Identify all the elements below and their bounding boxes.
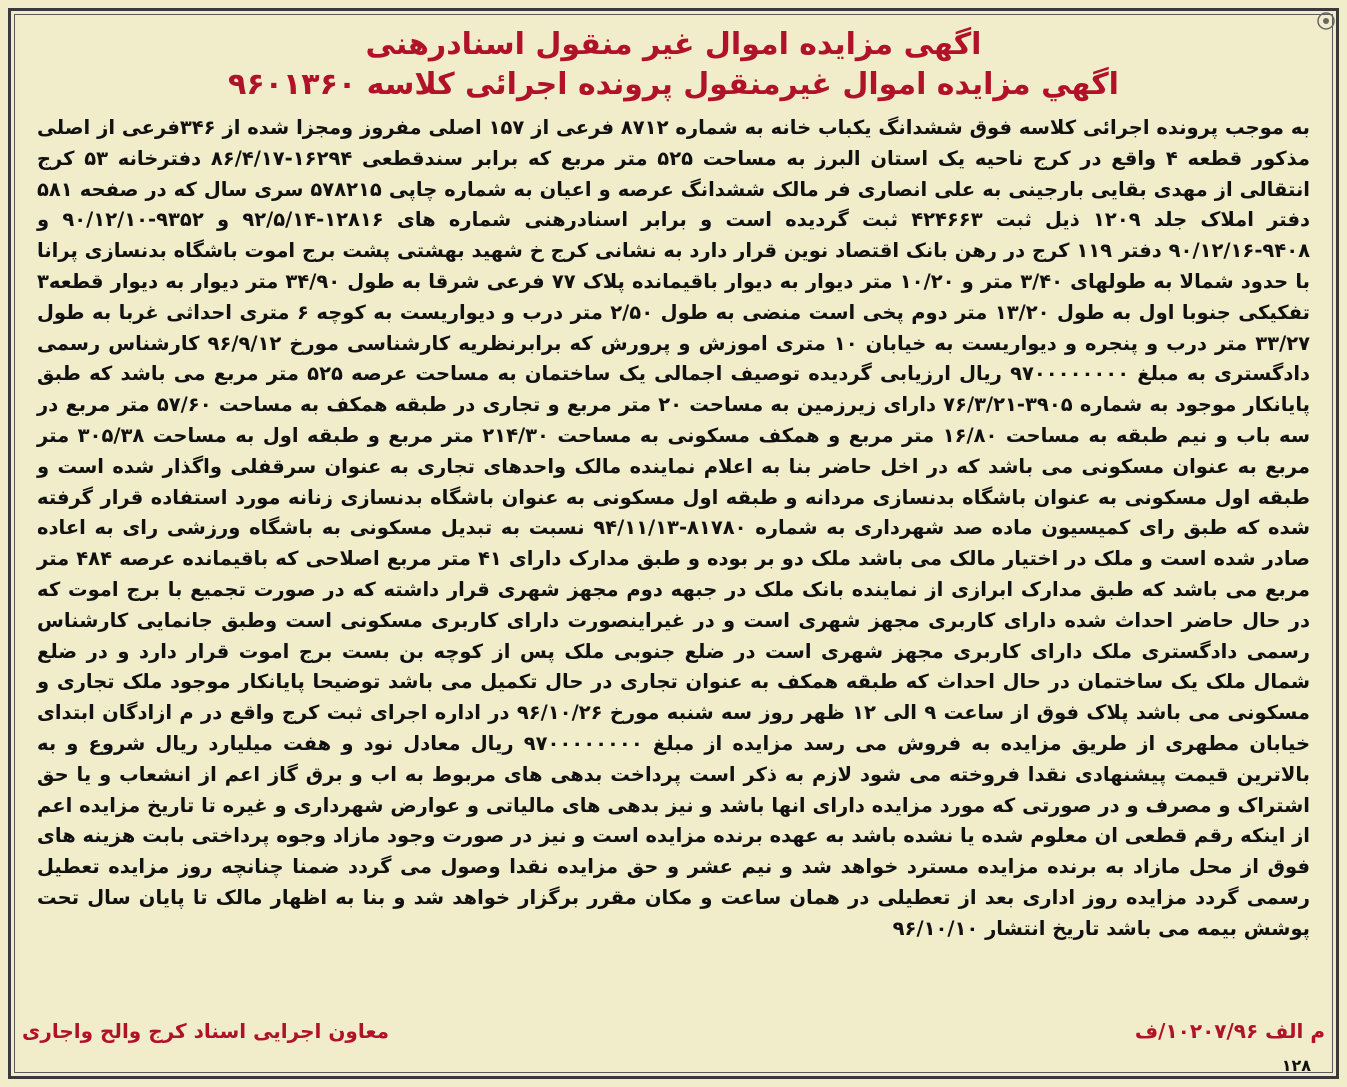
notice-title-secondary: اگهي مزايده اموال غيرمنقول پرونده اجرائی کلاسه ۹۶۰۱۳۶۰ (228, 67, 1119, 102)
notice-body: به موجب پرونده اجرائی کلاسه فوق ششدانگ یکباب خانه به شماره ۸۷۱۲ فرعی از ۱۵۷ اصلی مفروز ومجزا شده از ۳۴۶فرعی از اصلی مذکور قطعه ۴ واقع در کرج ناحیه یک استان البرز به مساحت ۵۲۵ متر مربع که برابر سندقطعی ۱۶۲۹۴-۸۶/۴/۱۷ دفترخانه ۵۳ کرج انتقالی از مهدی بقایی بارجینی به علی انصاری فر مالک ششدانگ عرصه و اعیان به شماره چاپی ۵۷۸۲۱۵ سری سال که در صفحه ۵۸۱ دفتر املاک جلد ۱۲۰۹ ذیل ثبت ۴۲۴۶۶۳ ثبت گردیده است و برابر اسنادرهنی شماره های ۱۲۸۱۶-۹۲/۵/۱۴ و ۹۳۵۲-۹۰/۱۲/۱۰ و ۹۴۰۸-۹۰/۱۲/۱۶ دفتر ۱۱۹ کرج در رهن بانک اقتصاد نوین قرار دارد به نشانی کرج خ شهید بهشتی پشت برج اموت باشگاه بدنسازی پرانا با حدود شمالا به طولهای ۳/۴۰ متر و ۱۰/۲۰ متر دیوار به دیوار باقیمانده پلاک ۷۷ فرعی شرقا به طول ۳۴/۹۰ متر دیوار به دیوار قطعه۳ تفکیکی جنوبا اول به طول ۱۳/۲۰ متر دوم پخی است منضی به طول ۲/۵۰ متر درب و دیواریست به کوچه ۶ متری احداثی غربا به طول ۳۳/۲۷ متر درب و پنجره و دیواریست به خیابان ۱۰ متری اموزش و پرورش که برابرنظریه کارشناسی مورخ ۹۶/۹/۱۲ کارشناس رسمی دادگستری به مبلغ ۹۷۰۰۰۰۰۰۰۰ ریال ارزیابی گردیده توصیف اجمالی یک ساختمان به مساحت عرصه ۵۲۵ متر مربع می باشد که طبق پایانکار موجود به شماره ۳۹۰۵-۷۶/۳/۲۱ دارای زیرزمین به مساحت ۲۰ متر مربع و تجاری در طبقه همکف به مساحت ۵۷/۶۰ متر مربع در سه باب و نیم طبقه به مساحت ۱۶/۸۰ متر مربع و همکف مسکونی به مساحت ۲۱۴/۳۰ متر مربع و طبقه اول به مساحت ۳۰۵/۳۸ متر مربع به عنوان مسکونی می باشد که در اخل حاضر بنا به اعلام نماینده مالک واحدهای تجاری به عنوان سرقفلی واگذار شده است و طبقه اول مسکونی به عنوان باشگاه بدنسازی مردانه و طبقه اول مسکونی به عنوان باشگاه بدنسازی زنانه مورد استفاده قرار گرفته شده که طبق رای کمیسیون ماده صد شهرداری به شماره ۸۱۷۸۰-۹۴/۱۱/۱۳ نسبت به تبدیل مسکونی به باشگاه ورزشی رای به اعاده صادر شده است و ملک در اختیار مالک می باشد ملک دو بر بوده و طبق مدارک دارای ۴۱ متر مربع اصلاحی که باقیمانده عرصه ۴۸۴ متر مربع می باشد که طبق مدارک ابرازی از نماینده بانک ملک در جبهه دوم مجهز شهری قرار داشته که در صورت تجمیع با برج اموت که در حال حاضر احداث شده دارای کاربری مجهز شهری است و در غیراینصورت دارای کاربری مسکونی است وطبق جانمایی کارشناس رسمی دادگستری ملک دارای کاربری مجهز شهری است در ضلع جنوبی ملک پس از کوچه بن بست برج اموت قرار دارد و در ضلع شمال ملک یک ساختمان در حال احداث که طبقه همکف به عنوان تجاری در حال تکمیل می باشد توضیحا پایانکار موجود ملک تجاری و مسکونی می باشد پلاک فوق از ساعت ۹ الی ۱۲ ظهر روز سه شنبه مورخ ۹۶/۱۰/۲۶ در اداره اجرای ثبت کرج واقع در م ازادگان ابتدای خیابان مطهری از طریق مزایده به فروش می رسد مزایده از مبلغ ۹۷۰۰۰۰۰۰۰۰ ریال معادل نود و هفت میلیارد ریال شروع و به بالاترین قیمت پیشنهادی نقدا فروخته می شود لازم به ذکر است پرداخت بدهی های مربوط به اب و برق گاز اعم از انشعاب و یا حق اشتراک و مصرف و در صورتی که مورد مزایده دارای انها باشد و نیز بدهی های مالیاتی و عوارض شهرداری و غیره تا تاریخ مزایده اعم از اینکه رقم قطعی ان معلوم شده یا نشده باشد به عهده برنده مزایده است و نیز در صورت وجود مازاد وجوه پرداختی بابت هزینه های فوق از محل مازاد به برنده مزایده مسترد خواهد شد و نیم عشر و حق مزایده نقدا وصول می گردد ضمنا چنانچه روز مزایده تعطیل رسمی گردد مزایده روز اداری بعد از تعطیلی در همان ساعت و مکان مقرر برگزار خواهد شد و بنا به اظهار مالک تا پایان سال تحت پوشش بیمه می باشد تاریخ انتشار ۹۶/۱۰/۱۰ (37, 116, 1311, 940)
notice-title-primary: اگهی مزایده اموال غیر منقول اسنادرهنی (365, 27, 982, 62)
notice-frame (14, 14, 1333, 1073)
notice-footer (22, 1019, 1325, 1049)
reference-number: م الف ۱۰۲۰۷/۹۶/ف (1134, 1019, 1325, 1043)
signer-title: معاون اجرایی اسناد کرج والح واجاری (22, 1019, 390, 1043)
pushpin-icon (1315, 10, 1337, 32)
page-number: ۱۲۸ (1281, 1056, 1311, 1075)
